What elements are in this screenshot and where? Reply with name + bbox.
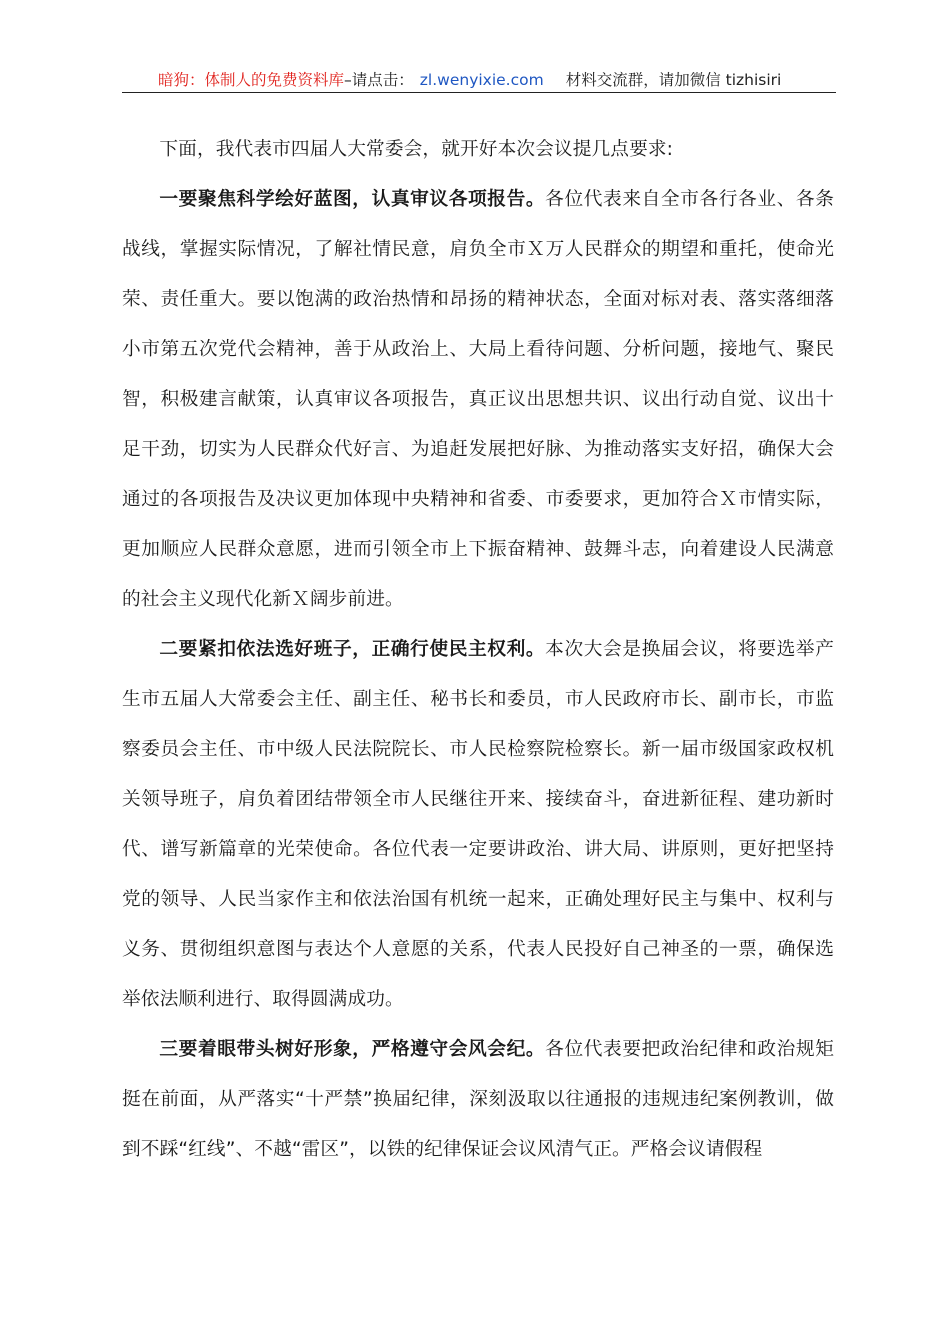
section-1-paragraph (122, 175, 834, 625)
header-site-name: 暗狗：体制人的免费资料库 (158, 71, 345, 89)
section-2-heading: 二要紧扣依法选好班子，正确行使民主权利。 (159, 639, 546, 660)
page-header (122, 68, 836, 93)
header-click-prompt: –请点击： (344, 71, 414, 89)
section-3-text: 各位代表要把政治纪律和政治规矩挺在前面，从严落实“十严禁”换届纪律，深刻汲取以往通报的违规违纪案例教训，做到不踩“红线”、不越“雷区”，以铁的纪律保证会议风清气正。严格会议请假程 (122, 1039, 835, 1160)
section-3-paragraph (122, 1025, 834, 1175)
header-url-link[interactable]: zl.wenyixie.com (419, 71, 544, 89)
section-2-paragraph (122, 625, 834, 1025)
intro-paragraph: 下面，我代表市四届人大常委会，就开好本次会议提几点要求: (159, 139, 674, 160)
document-body (122, 125, 834, 1175)
section-1-text: 各位代表来自全市各行各业、各条战线，掌握实际情况，了解社情民意，肩负全市Ｘ万人民群众的期望和重托，使命光荣、责任重大。要以饱满的政治热情和昂扬的精神状态，全面对标对表、落实落细落小市第五次党代会精神，善于从政治上、大局上看待问题、分析问题，接地气、聚民智，积极建言献策，认真审议各项报告，真正议出思想共识、议出行动自觉、议出十足干劲，切实为人民群众代好言、为追赶发展把好脉、为推动落实支好招，确保大会通过的各项报告及决议更加体现中央精神和省委、市委要求，更加符合Ｘ市情实际，更加顺应人民群众意愿，进而引领全市上下振奋精神、鼓舞斗志，向着建设人民满意的社会主义现代化新Ｘ阔步前进。 (122, 189, 835, 610)
header-wechat-note: 材料交流群，请加微信 tizhisiri (565, 71, 782, 89)
section-2-text: 本次大会是换届会议，将要选举产生市五届人大常委会主任、副主任、秘书长和委员，市人民政府市长、副市长，市监察委员会主任、市中级人民法院院长、市人民检察院检察长。新一届市级国家政权机关领导班子，肩负着团结带领全市人民继往开来、接续奋斗，奋进新征程、建功新时代、谱写新篇章的光荣使命。各位代表一定要讲政治、讲大局、讲原则，更好把坚持党的领导、人民当家作主和依法治国有机统一起来，正确处理好民主与集中、权利与义务、贯彻组织意图与表达个人意愿的关系，代表人民投好自己神圣的一票，确保选举依法顺利进行、取得圆满成功。 (122, 639, 835, 1010)
section-3-heading: 三要着眼带头树好形象，严格遵守会风会纪。 (159, 1039, 546, 1060)
section-1-heading: 一要聚焦科学绘好蓝图，认真审议各项报告。 (159, 189, 546, 210)
